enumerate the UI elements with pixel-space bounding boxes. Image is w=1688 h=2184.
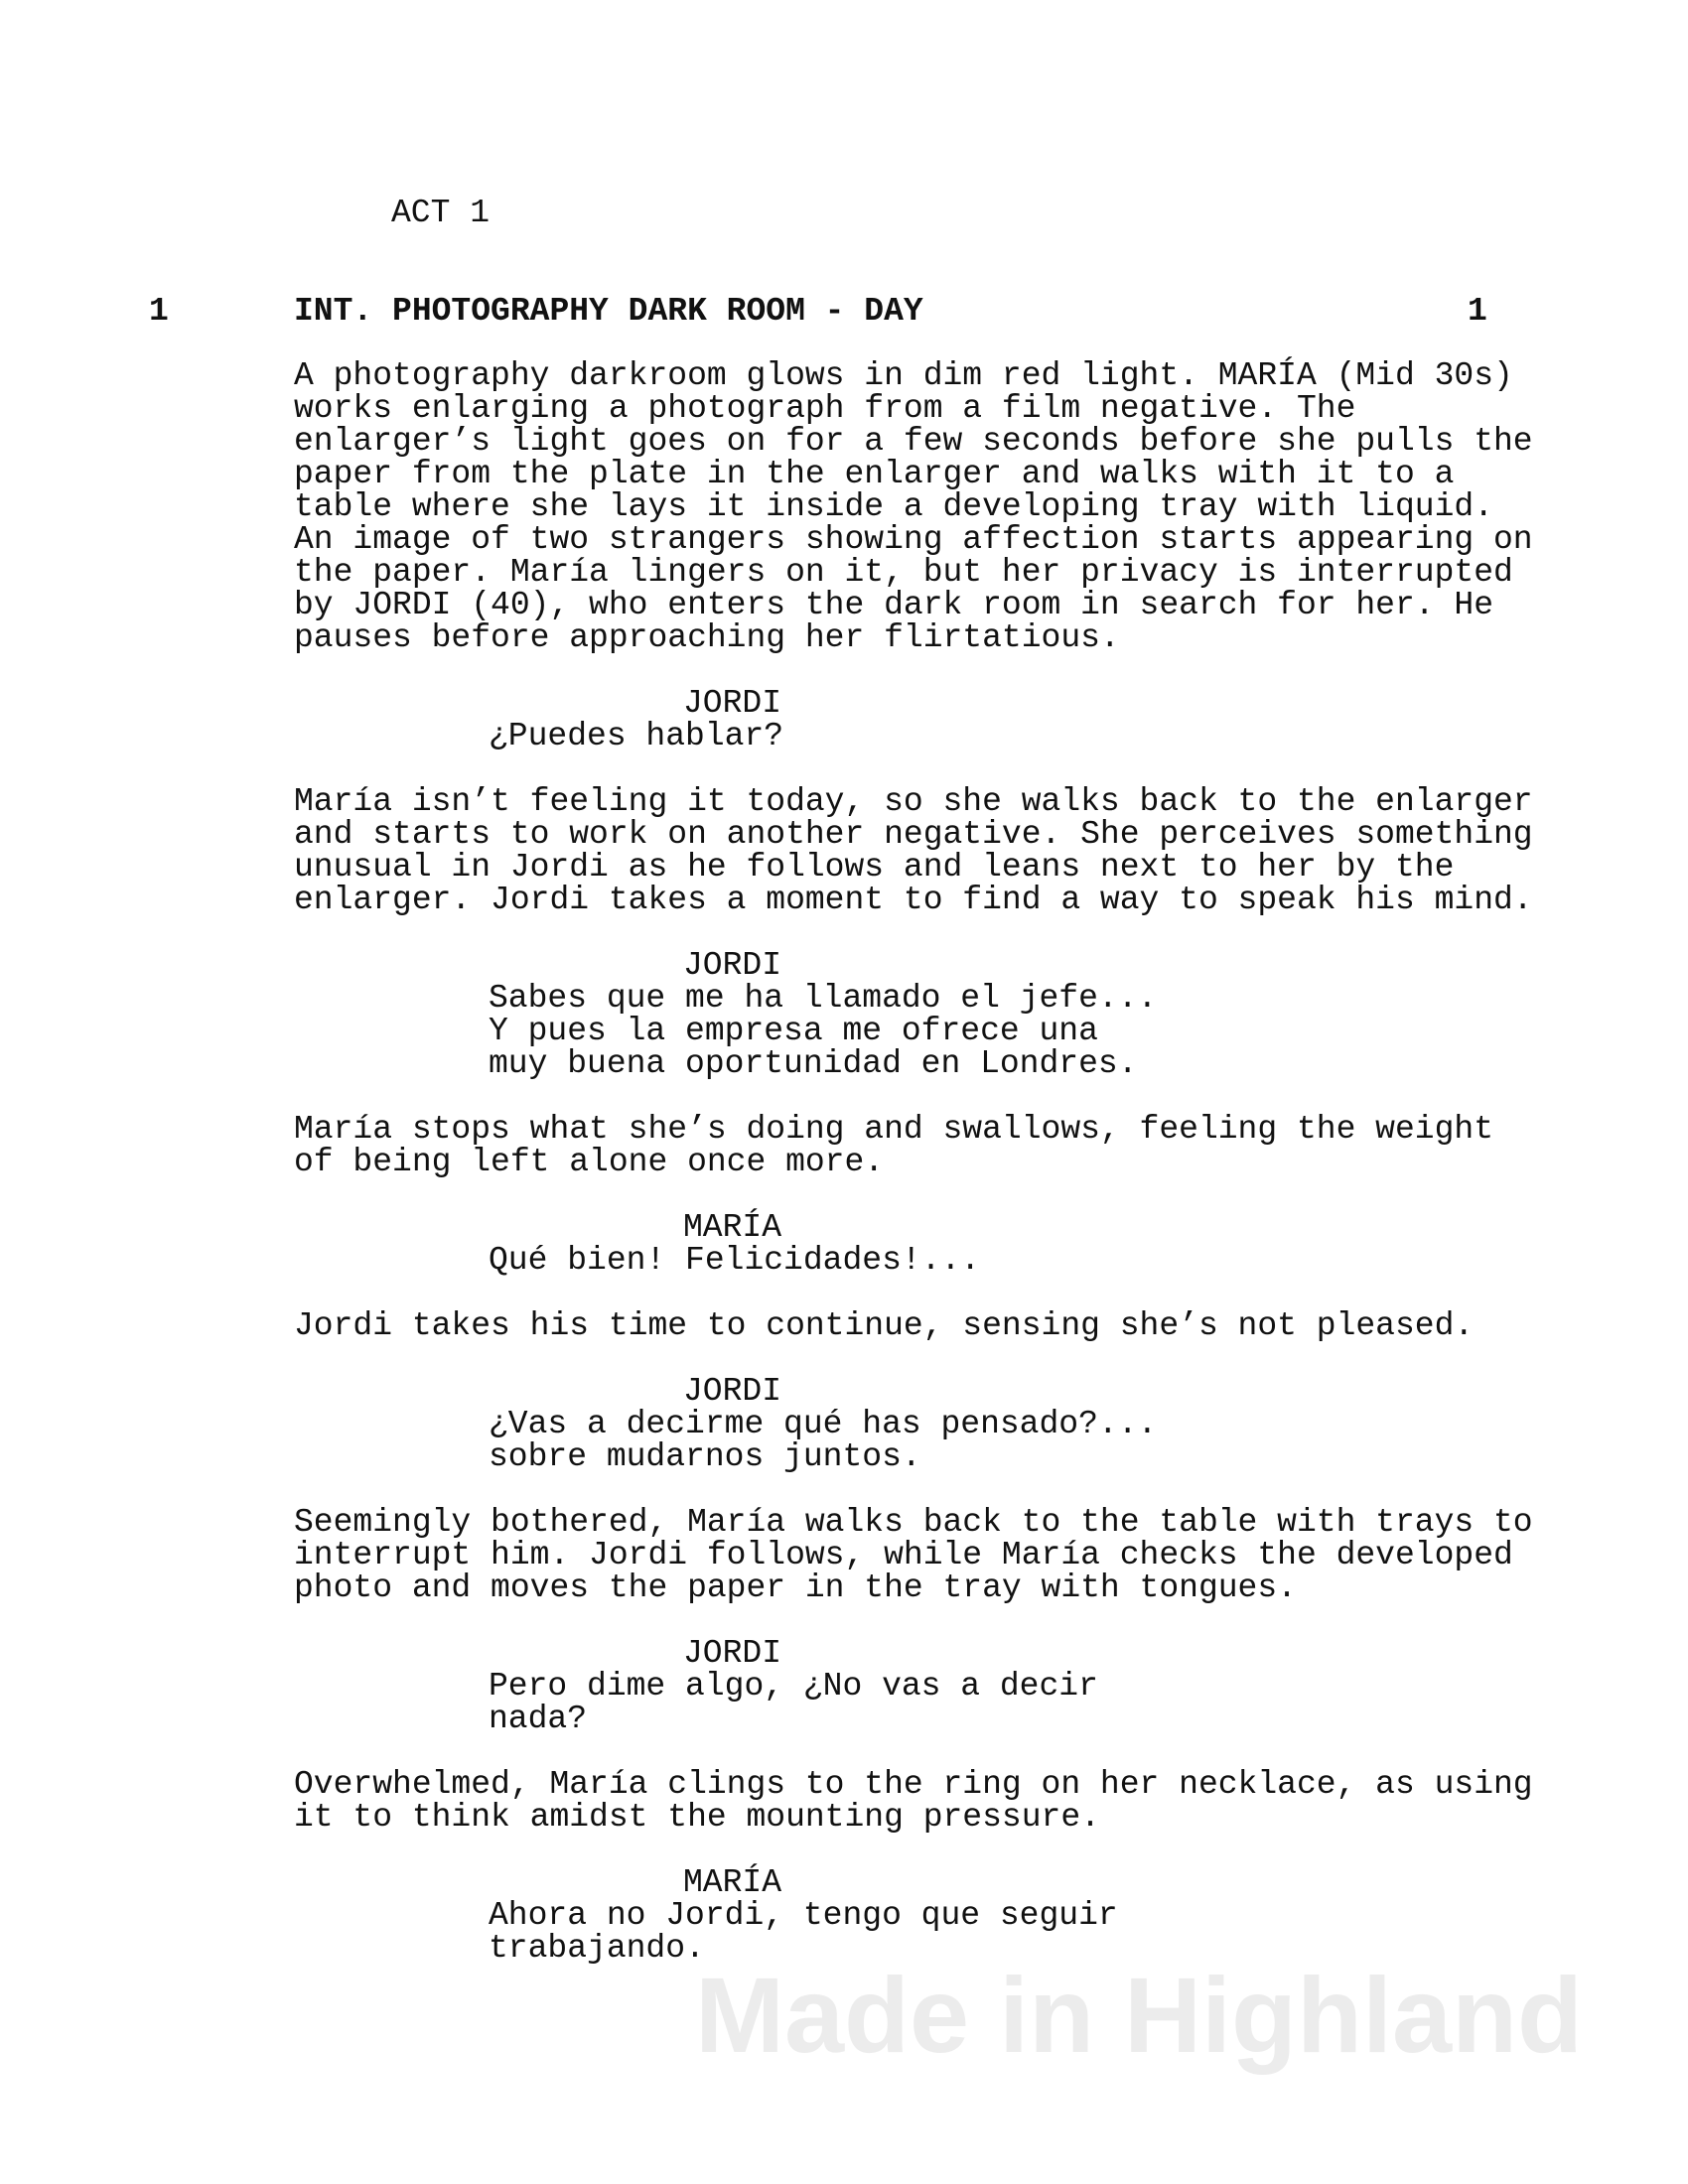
- action-line: the paper. María lingers on it, but her privacy is interrupted: [294, 554, 1513, 591]
- dialogue-line: Y pues la empresa me ofrece una: [489, 1013, 1098, 1049]
- action-line: Seemingly bothered, María walks back to the table with trays to: [294, 1504, 1533, 1541]
- action-line: Jordi takes his time to continue, sensing she’s not pleased.: [294, 1307, 1475, 1344]
- dialogue-line: nada?: [489, 1701, 588, 1737]
- dialogue-line: trabajando.: [489, 1930, 705, 1967]
- character-cue: MARÍA: [683, 1209, 782, 1246]
- action-line: enlarger’s light goes on for a few seconds before she pulls the: [294, 423, 1533, 460]
- action-line: enlarger. Jordi takes a moment to find a way to speak his mind.: [294, 882, 1533, 918]
- character-cue: JORDI: [683, 1635, 782, 1672]
- action-line: and starts to work on another negative. She perceives something: [294, 816, 1533, 853]
- scene-heading: INT. PHOTOGRAPHY DARK ROOM - DAY: [294, 293, 923, 330]
- watermark: Made in Highland: [695, 1955, 1584, 2075]
- action-line: interrupt him. Jordi follows, while María checks the developed: [294, 1537, 1513, 1573]
- action-line: works enlarging a photograph from a film negative. The: [294, 390, 1356, 427]
- action-line: Overwhelmed, María clings to the ring on her necklace, as using: [294, 1766, 1533, 1803]
- action-line: María stops what she’s doing and swallows, feeling the weight: [294, 1111, 1493, 1148]
- dialogue-line: Ahora no Jordi, tengo que seguir: [489, 1897, 1118, 1934]
- action-line: An image of two strangers showing affection starts appearing on: [294, 521, 1533, 558]
- action-line: by JORDI (40), who enters the dark room in search for her. He: [294, 587, 1493, 623]
- action-line: table where she lays it inside a developing tray with liquid.: [294, 488, 1493, 525]
- character-cue: JORDI: [683, 685, 782, 722]
- action-line: María isn’t feeling it today, so she walks back to the enlarger: [294, 783, 1533, 820]
- action-line: it to think amidst the mounting pressure.: [294, 1799, 1100, 1836]
- action-line: A photography darkroom glows in dim red light. MARÍA (Mid 30s): [294, 357, 1513, 394]
- scene-number-right: 1: [1468, 293, 1487, 330]
- action-line: paper from the plate in the enlarger and walks with it to a: [294, 456, 1455, 492]
- action-line: pauses before approaching her flirtatious.: [294, 619, 1120, 656]
- dialogue-line: sobre mudarnos juntos.: [489, 1438, 921, 1475]
- dialogue-line: Pero dime algo, ¿No vas a decir: [489, 1668, 1098, 1705]
- act-heading: ACT 1: [391, 195, 491, 231]
- dialogue-line: Sabes que me ha llamado el jefe...: [489, 980, 1158, 1017]
- dialogue-line: ¿Puedes hablar?: [489, 718, 784, 754]
- dialogue-line: Qué bien! Felicidades!...: [489, 1242, 981, 1279]
- dialogue-line: muy buena oportunidad en Londres.: [489, 1045, 1138, 1082]
- scene-number-left: 1: [149, 293, 169, 330]
- action-line: photo and moves the paper in the tray with tongues.: [294, 1570, 1297, 1606]
- character-cue: JORDI: [683, 947, 782, 984]
- action-line: unusual in Jordi as he follows and leans next to her by the: [294, 849, 1455, 886]
- dialogue-line: ¿Vas a decirme qué has pensado?...: [489, 1406, 1158, 1442]
- action-line: of being left alone once more.: [294, 1144, 885, 1180]
- character-cue: MARÍA: [683, 1864, 782, 1901]
- character-cue: JORDI: [683, 1373, 782, 1410]
